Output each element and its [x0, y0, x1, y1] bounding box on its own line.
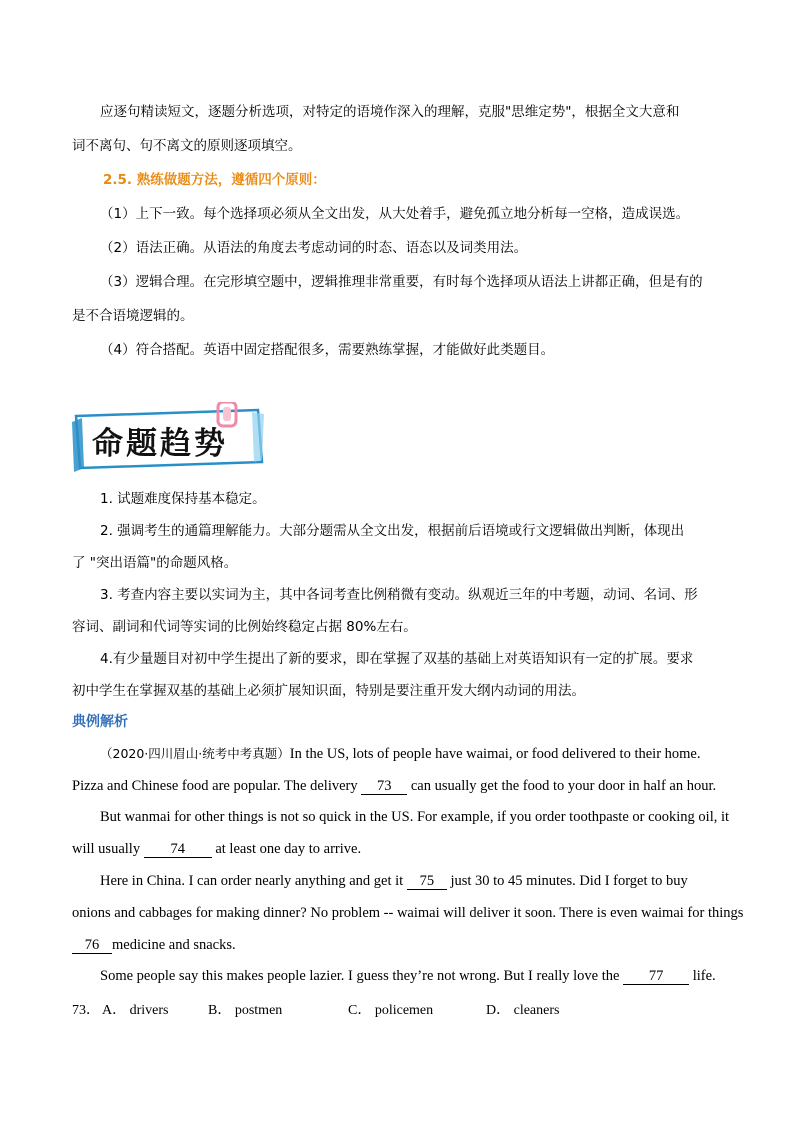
trend-4-line-2: 初中学生在掌握双基的基础上必须扩展知识面，特别是要注重开发大纲内动词的用法。 [72, 683, 585, 699]
passage-line-1 [100, 745, 701, 763]
passage-text-7b: medicine and snacks. [112, 937, 236, 953]
option-b[interactable]: B． postmen [208, 1003, 283, 1018]
passage-line-3: But wanmai for other things is not so quick in the US. For example, if you order toothpaste or cooking oil, it [100, 809, 730, 825]
passage-text-4b: at least one day to arrive. [211, 841, 362, 857]
passage-text-2b: can usually get the food to your door in half an hour. [407, 778, 717, 794]
blank-75: 75 [407, 873, 447, 890]
passage-text-5a: Here in China. I can order nearly anything and get it [100, 873, 407, 889]
passage-text-8b: life. [689, 968, 716, 984]
trend-3-line-2: 容词、副词和代词等实词的比例始终稳定占据 80%左右。 [72, 619, 417, 635]
blank-76: 76 [72, 937, 112, 954]
passage-text-5b: just 30 to 45 minutes. Did I forget to buy [446, 873, 688, 889]
passage-text-4a: will usually [72, 841, 144, 857]
principle-1: （1）上下一致。每个选择项必须从全文出发，从大处着手，避免孤立地分析每一空格，造成误选。 [100, 206, 690, 222]
option-d[interactable]: D． cleaners [486, 1003, 560, 1018]
trend-4-line-1: 4.有少量题目对初中学生提出了新的要求，即在掌握了双基的基础上对英语知识有一定的扩展。要求 [100, 651, 694, 667]
blank-73: 73 [361, 778, 407, 795]
principle-3-line-1: （3）逻辑合理。在完形填空题中，逻辑推理非常重要，有时每个选择项从语法上讲都正确，但是有的 [100, 274, 703, 290]
banner-title: 命题趋势 [92, 426, 228, 462]
principle-4: （4）符合搭配。英语中固定搭配很多，需要熟练掌握，才能做好此类题目。 [100, 342, 555, 358]
principle-3-line-2: 是不合语境逻辑的。 [72, 308, 194, 324]
option-a[interactable]: A． drivers [102, 1003, 169, 1018]
intro-line-1: 应逐句精读短文，逐题分析选项，对特定的语境作深入的理解，克服"思维定势"，根据全文大意和 [100, 104, 680, 120]
passage-text-8a: Some people say this makes people lazier. I guess they’re not wrong. But I really love the [100, 968, 624, 984]
passage-line-4 [72, 840, 361, 858]
example-heading: 典例解析 [72, 714, 128, 730]
passage-line-7 [72, 936, 236, 954]
passage-line-2 [72, 777, 716, 795]
trend-2-line-2: 了 "突出语篇"的命题风格。 [72, 555, 238, 571]
principle-2: （2）语法正确。从语法的角度去考虑动词的时态、语态以及词类用法。 [100, 240, 528, 256]
intro-line-2: 词不离句、句不离文的原则逐项填空。 [72, 138, 302, 154]
trend-3-line-1: 3. 考查内容主要以实词为主，其中各词考查比例稍微有变动。纵观近三年的中考题，动词、名词、形 [100, 587, 698, 603]
source-label: （2020·四川眉山·统考中考真题） [100, 746, 290, 761]
blank-74: 74 [144, 841, 212, 858]
trend-1: 1. 试题难度保持基本稳定。 [100, 491, 266, 507]
passage-text-1: In the US, lots of people have waimai, or food delivered to their home. [289, 746, 701, 762]
passage-line-5 [100, 872, 688, 890]
passage-line-6: onions and cabbages for making dinner? No problem -- waimai will deliver it soon. There is even waimai for things [72, 905, 744, 921]
trend-2-line-1: 2. 强调考生的通篇理解能力。大部分题需从全文出发，根据前后语境或行文逻辑做出判断，体现出 [100, 523, 685, 539]
passage-text-2a: Pizza and Chinese food are popular. The delivery [72, 778, 362, 794]
question-73-number: 73． [72, 1003, 100, 1018]
blank-77: 77 [623, 968, 689, 985]
passage-line-8 [100, 967, 716, 985]
option-c[interactable]: C． policemen [348, 1003, 434, 1018]
section-2-5-heading: 2.5. 熟练做题方法，遵循四个原则： [103, 172, 326, 188]
